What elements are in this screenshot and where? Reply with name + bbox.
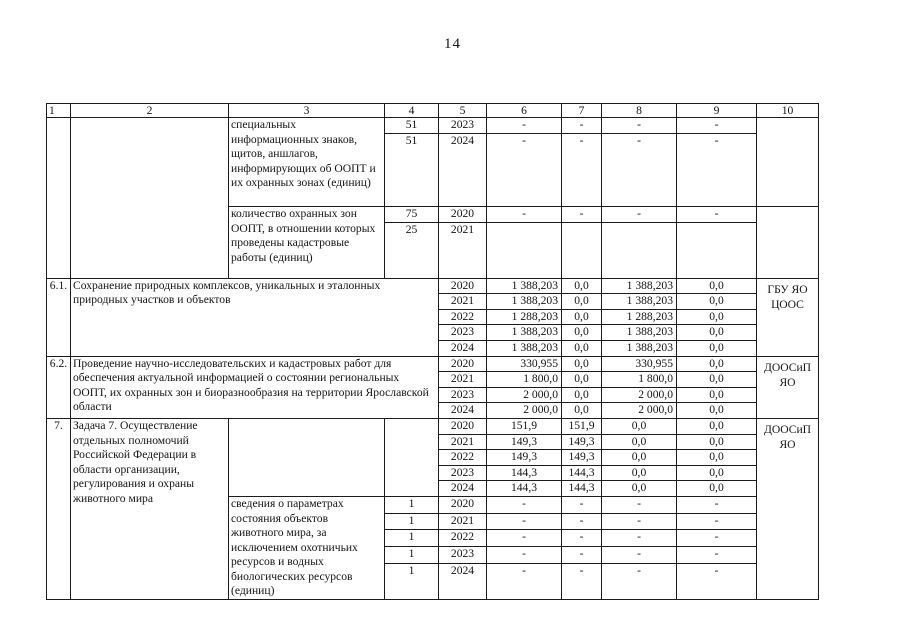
table-row: 1 2022 - - - - xyxy=(47,530,819,547)
header-cell: 9 xyxy=(677,104,757,118)
table-row: 1 2024 - - - - xyxy=(47,563,819,599)
table-row: 2024 144,3 144,3 0,0 0,0 xyxy=(47,481,819,497)
table-row: 2022 1 288,203 0,0 1 288,203 0,0 xyxy=(47,309,819,325)
item-code: 6.2. xyxy=(47,356,71,418)
table-row: 2024 2 000,0 0,0 2 000,0 0,0 xyxy=(47,403,819,419)
header-row xyxy=(47,104,819,118)
item-title: Задача 7. Осуществление отдельных полномочий Российской Федерации в области организации, регулирования и охраны животного мира xyxy=(71,418,229,599)
table-row: 1 2021 - - - - xyxy=(47,513,819,530)
indicator-signs: специальных информационных знаков, щитов, аншлагов, информирующих об ООПТ и их охранных зонах (единиц) xyxy=(229,118,385,207)
item-code: 6.1. xyxy=(47,278,71,356)
executor: ГБУ ЯО ЦООС xyxy=(757,278,819,356)
table-row: 1 2023 - - - - xyxy=(47,546,819,563)
header-cell: 5 xyxy=(439,104,487,118)
table-row: 2022 149,3 149,3 0,0 0,0 xyxy=(47,450,819,466)
table-row: 51 2024 - - - - xyxy=(47,134,819,207)
header-cell: 4 xyxy=(385,104,439,118)
header-cell: 6 xyxy=(487,104,562,118)
item-title: Сохранение природных комплексов, уникальных и эталонных природных участков и объектов xyxy=(71,278,439,356)
table-row: 6.1. Сохранение природных комплексов, уникальных и эталонных природных участков и объектов 2020 1 388,203 0,0 1 388,203 0,0 ГБУ ЯО ЦООС xyxy=(47,278,819,294)
table-row: 2023 2 000,0 0,0 2 000,0 0,0 xyxy=(47,387,819,403)
table-row: 2024 1 388,203 0,0 1 388,203 0,0 xyxy=(47,340,819,356)
header-cell: 2 xyxy=(71,104,229,118)
indicator-protection-zones: количество охранных зон ООПТ, в отношении которых проведены кадастровые работы (единиц) xyxy=(229,207,385,279)
table-row: 6.2. Проведение научно-исследовательских и кадастровых работ для обеспечения актуальной информацией о состоянии региональных ООПТ, их охранных зон и биоразнообразия на территории Ярославской области 2020 330,955 0,0 330,955 0,0 ДООСиП ЯО xyxy=(47,356,819,372)
table-row: специальных информационных знаков, щитов, аншлагов, информирующих об ООПТ и их охранных зонах (единиц) 51 2023 - - - - xyxy=(47,118,819,134)
table-row: 2023 144,3 144,3 0,0 0,0 xyxy=(47,465,819,481)
table-row: сведения о параметрах состояния объектов животного мира, за исключением охотничьих ресурсов и водных биологических ресурсов (единиц) 1 2020 - - - - xyxy=(47,496,819,513)
item-code: 7. xyxy=(47,418,71,599)
executor: ДООСиП ЯО xyxy=(757,418,819,599)
header-cell: 3 xyxy=(229,104,385,118)
indicator-wildlife: сведения о параметрах состояния объектов животного мира, за исключением охотничьих ресурсов и водных биологических ресурсов (единиц) xyxy=(229,496,385,599)
table-row: количество охранных зон ООПТ, в отношении которых проведены кадастровые работы (единиц) 75 2020 - - - - xyxy=(47,207,819,223)
item-title: Проведение научно-исследовательских и кадастровых работ для обеспечения актуальной информацией о состоянии региональных ООПТ, их охранных зон и биоразнообразия на территории Ярославской области xyxy=(71,356,439,418)
page-number: 14 xyxy=(444,36,461,52)
header-cell: 7 xyxy=(562,104,602,118)
table-row: 25 2021 xyxy=(47,222,819,278)
header-cell: 10 xyxy=(757,104,819,118)
table-row: 2021 1 388,203 0,0 1 388,203 0,0 xyxy=(47,294,819,310)
table-row: 2021 149,3 149,3 0,0 0,0 xyxy=(47,434,819,450)
table-row: 7. Задача 7. Осуществление отдельных полномочий Российской Федерации в области организации, регулирования и охраны животного мира 2020 151,9 151,9 0,0 0,0 ДООСиП ЯО xyxy=(47,418,819,434)
program-table xyxy=(46,103,819,600)
executor: ДООСиП ЯО xyxy=(757,356,819,418)
header-cell: 8 xyxy=(602,104,677,118)
header-cell: 1 xyxy=(47,104,71,118)
table-row: 2023 1 388,203 0,0 1 388,203 0,0 xyxy=(47,325,819,341)
table-row: 2021 1 800,0 0,0 1 800,0 0,0 xyxy=(47,372,819,388)
